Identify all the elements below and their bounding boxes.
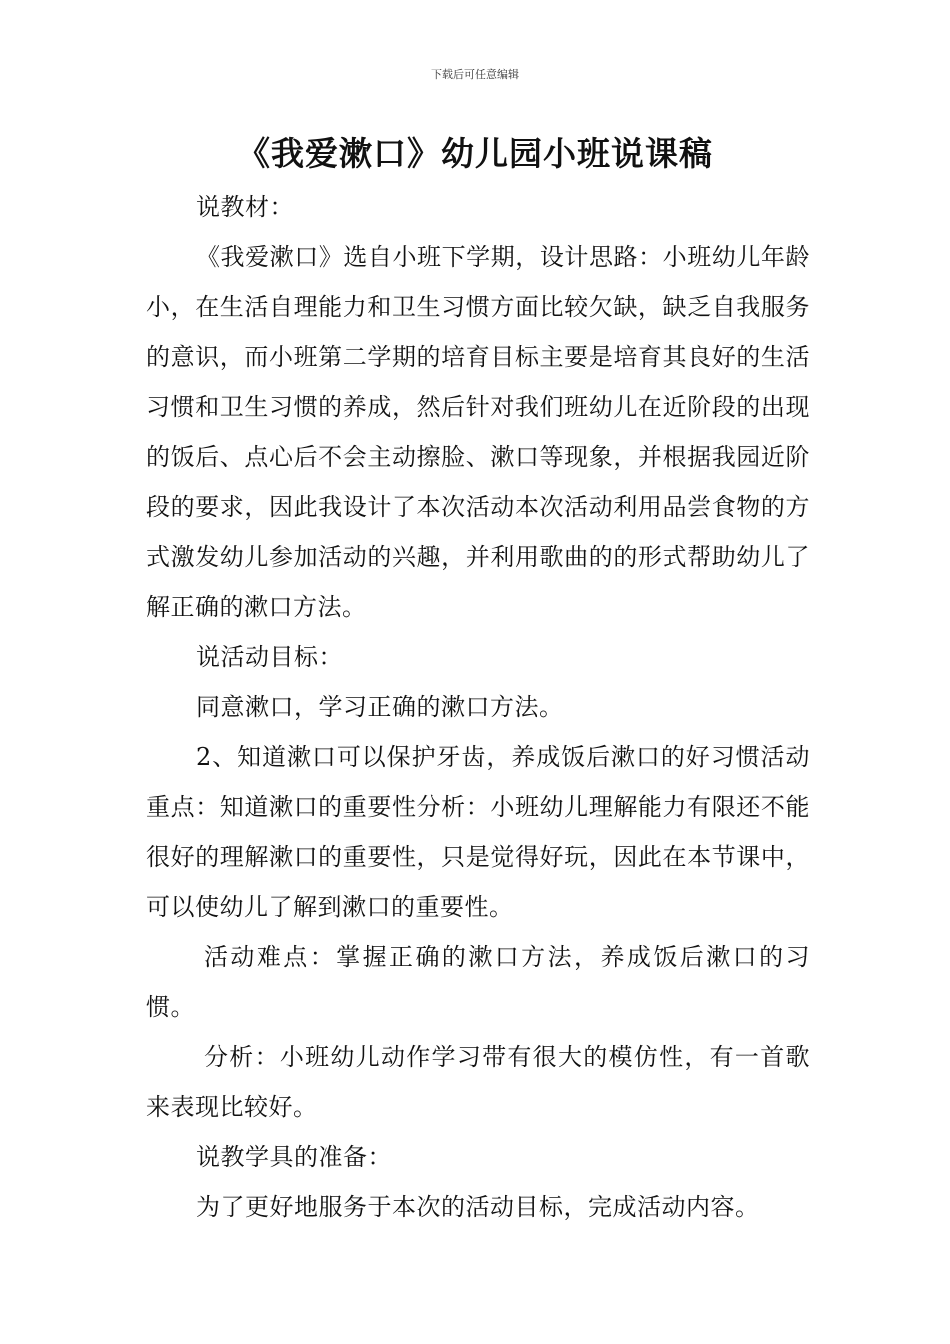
paragraph-goal-2: 2、知道漱口可以保护牙齿，养成饭后漱口的好习惯活动重点：知道漱口的重要性分析：小班幼儿理解能力有限还不能很好的理解漱口的重要性，只是觉得好玩，因此在本节课中，可以使幼儿了解到漱口的重要性。: [146, 743, 810, 921]
document-body: [146, 182, 810, 1232]
header-note: 下载后可任意编辑: [431, 68, 519, 81]
paragraph-prep: 为了更好地服务于本次的活动目标，完成活动内容。: [196, 1193, 760, 1221]
section-heading-material: 说教材：: [196, 193, 294, 221]
paragraph-material: 《我爱漱口》选自小班下学期，设计思路：小班幼儿年龄小，在生活自理能力和卫生习惯方面比较欠缺，缺乏自我服务的意识，而小班第二学期的培育目标主要是培育其良好的生活习惯和卫生习惯的养成，然后针对我们班幼儿在近阶段的出现的饭后、点心后不会主动擦脸、漱口等现象，并根据我园近阶段的要求，因此我设计了本次活动本次活动利用品尝食物的方式激发幼儿参加活动的兴趣，并利用歌曲的的形式帮助幼儿了解正确的漱口方法。: [146, 243, 810, 621]
paragraph-difficulty: 活动难点：掌握正确的漱口方法，养成饭后漱口的习惯。: [146, 943, 810, 1021]
paragraph-goal-1: 同意漱口，学习正确的漱口方法。: [196, 693, 564, 721]
section-heading-goals: 说活动目标：: [196, 643, 343, 671]
document-title: 《我爱漱口》幼儿园小班说课稿: [237, 134, 713, 173]
paragraph-analysis: 分析：小班幼儿动作学习带有很大的模仿性，有一首歌来表现比较好。: [146, 1043, 810, 1121]
section-heading-materials-prep: 说教学具的准备：: [196, 1143, 392, 1171]
